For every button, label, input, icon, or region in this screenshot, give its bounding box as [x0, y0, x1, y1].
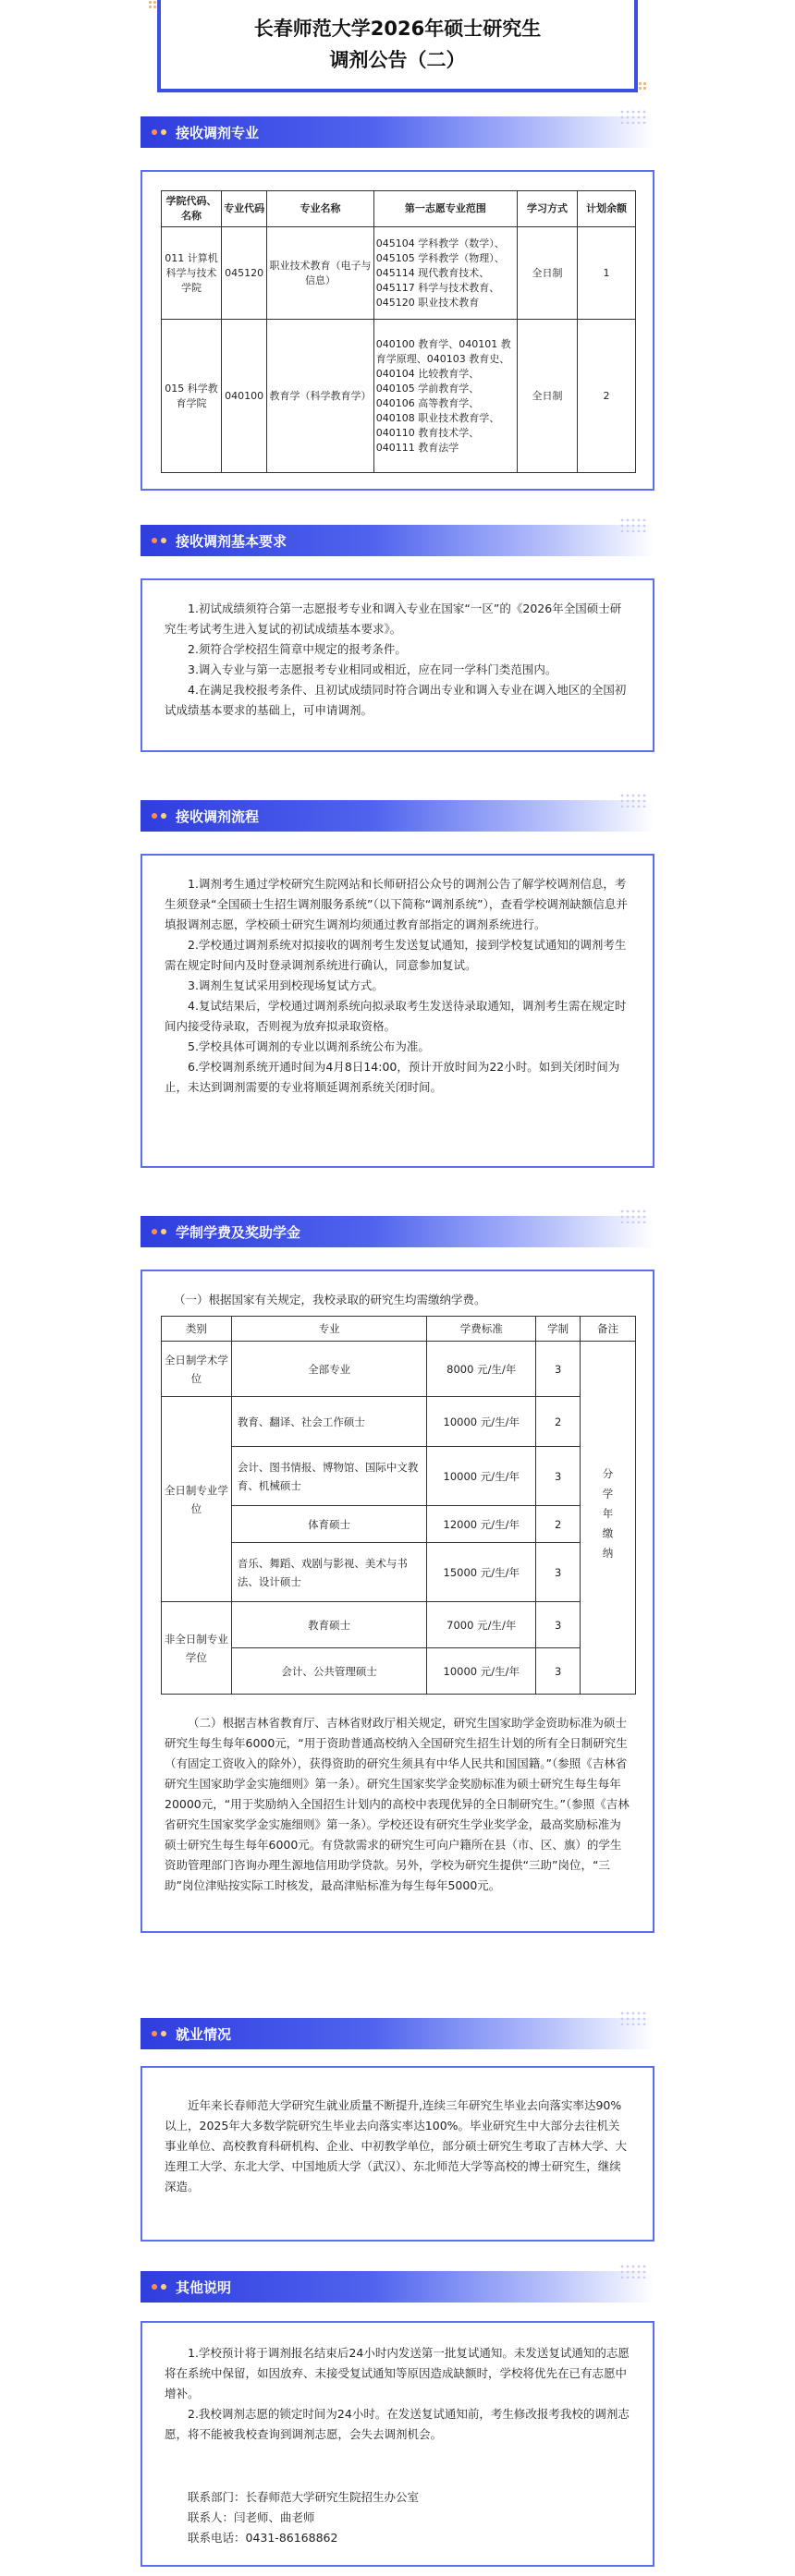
requirements-box — [141, 578, 654, 752]
table-row — [162, 1397, 636, 1447]
major-name-cell: 教育学（科学教育学） — [267, 320, 373, 473]
table-header: 类别 — [162, 1317, 232, 1342]
table-header: 学费标准 — [427, 1317, 536, 1342]
section-header-fees — [141, 1216, 654, 1247]
mode-cell: 全日制 — [517, 320, 577, 473]
dots-decoration — [619, 2011, 647, 2025]
process-box — [141, 854, 654, 1168]
contact-phone: 联系电话：0431-86168862 — [188, 2531, 338, 2545]
other-item: 1.学校预计将于调剂报名结束后24小时内发送第一批复试通知。未发送复试通知的志愿将在系统中保留，如因放弃、未接受复试通知等原因造成缺额时，学校将优先在已有志愿中增补。 — [165, 2346, 630, 2400]
process-item: 4.复试结果后，学校通过调剂系统向拟录取考生发送待录取通知，调剂考生需在规定时间内接受待录取，否则视为放弃拟录取资格。 — [165, 999, 627, 1033]
category-cell: 全日制专业学位 — [162, 1397, 232, 1602]
table-header: 学院代码、名称 — [162, 191, 222, 227]
fee-cell: 7000 元/生/年 — [427, 1602, 536, 1648]
years-cell: 3 — [536, 1543, 581, 1602]
table-row — [162, 1506, 636, 1543]
table-row — [162, 320, 636, 473]
corner-dots-left — [148, 0, 157, 9]
dots-decoration — [619, 517, 647, 532]
remark-text: 分学年缴纳 — [601, 1467, 615, 1568]
quota-cell: 1 — [578, 227, 636, 320]
table-row — [162, 1648, 636, 1695]
process-text — [165, 874, 630, 1098]
scholarship-paragraph: （二）根据吉林省教育厅、吉林省财政厅相关规定，研究生国家助学金资助标准为硕士研究生每生每年6000元，“用于资助普通高校纳入全国研究生招生计划的所有全日制研究生（有固定工资收入的除外），获得资助的研究生须具有中华人民共和国国籍。”（参照《吉林省研究生国家助学金实施细则》第一条）。研究生国家奖学金奖励标准为硕士研究生每生每年20000元，“用于奖励纳入全国招生计划内的高校中表现优异的全日制研究生。”（参照《吉林省研究生国家奖学金实施细则》第一条）。学校还设有研究生学业奖学金，最高奖励标准为硕士研究生每生每年6000元。有贷款需求的研究生可向户籍所在县（市、区、旗）的学生资助管理部门咨询办理生源地信用助学贷款。另外，学校为研究生提供“三助”岗位，“三助”岗位津贴按实际工时核发，最高津贴标准为每生每年5000元。 — [165, 1716, 630, 1892]
table-row — [162, 1602, 636, 1648]
process-item: 2.学校通过调剂系统对拟接收的调剂考生发送复试通知，接到学校复试通知的调剂考生需在规定时间内及时登录调剂系统进行确认，同意参加复试。 — [165, 938, 627, 972]
quota-cell: 2 — [578, 320, 636, 473]
section-title: 接收调剂基本要求 — [176, 532, 287, 550]
years-cell: 2 — [536, 1506, 581, 1543]
requirements-text — [165, 599, 630, 721]
table-header: 专业代码 — [222, 191, 267, 227]
bullet-dots-icon — [152, 1229, 166, 1234]
employment-text — [165, 2096, 630, 2197]
table-header: 备注 — [581, 1317, 636, 1342]
contact-block — [165, 2487, 630, 2548]
table-header: 学制 — [536, 1317, 581, 1342]
requirement-item: 2.须符合学校招生简章中规定的报考条件。 — [188, 642, 407, 656]
page-title-line1: 长春师范大学2026年硕士研究生 — [253, 18, 542, 40]
category-cell: 全日制学术学位 — [162, 1342, 232, 1397]
fee-cell: 8000 元/生/年 — [427, 1342, 536, 1397]
table-row — [162, 1447, 636, 1506]
fee-cell: 12000 元/生/年 — [427, 1506, 536, 1543]
section-title: 其他说明 — [176, 2278, 232, 2296]
bullet-dots-icon — [152, 2031, 166, 2036]
bullet-dots-icon — [152, 2284, 166, 2290]
fee-major-cell: 全部专业 — [231, 1342, 427, 1397]
section-header-other — [141, 2271, 654, 2303]
bullet-dots-icon — [152, 813, 166, 819]
table-row — [162, 1342, 636, 1397]
fees-table — [161, 1316, 636, 1695]
section-header-requirements — [141, 525, 654, 556]
table-header: 计划余额 — [578, 191, 636, 227]
dots-decoration — [619, 1209, 647, 1223]
majors-table — [161, 190, 636, 473]
dots-decoration — [619, 793, 647, 808]
section-header-process — [141, 800, 654, 832]
employment-box — [141, 2066, 654, 2242]
college-cell: 011 计算机科学与技术学院 — [162, 227, 222, 320]
mode-cell: 全日制 — [517, 227, 577, 320]
years-cell: 3 — [536, 1602, 581, 1648]
table-header: 专业 — [231, 1317, 427, 1342]
requirement-item: 4.在满足我校报考条件、且初试成绩同时符合调出专业和调入专业在调入地区的全国初试成绩基本要求的基础上，可申请调剂。 — [165, 683, 627, 717]
years-cell: 3 — [536, 1342, 581, 1397]
requirement-item: 1.初试成绩须符合第一志愿报考专业和调入专业在国家“一区”的《2026年全国硕士研究生考试考生进入复试的初试成绩基本要求》。 — [165, 601, 622, 636]
category-cell: 非全日制专业学位 — [162, 1602, 232, 1695]
remark-cell — [581, 1342, 636, 1695]
fee-cell: 10000 元/生/年 — [427, 1447, 536, 1506]
years-cell: 3 — [536, 1447, 581, 1506]
fee-major-cell: 体育硕士 — [231, 1506, 427, 1543]
majors-box — [141, 170, 654, 491]
fees-intro: （一）根据国家有关规定，我校录取的研究生均需缴纳学费。 — [174, 1293, 486, 1306]
contact-dept: 联系部门：长春师范大学研究生院招生办公室 — [188, 2490, 420, 2504]
page-title-line2: 调剂公告（二） — [329, 49, 466, 71]
bullet-dots-icon — [152, 538, 166, 543]
table-header: 第一志愿专业范围 — [373, 191, 517, 227]
table-row — [162, 1543, 636, 1602]
fee-cell: 10000 元/生/年 — [427, 1648, 536, 1695]
title-box — [157, 0, 638, 92]
other-box — [141, 2321, 654, 2567]
fee-cell: 15000 元/生/年 — [427, 1543, 536, 1602]
fee-major-cell: 会计、公共管理硕士 — [231, 1648, 427, 1695]
table-header: 专业名称 — [267, 191, 373, 227]
college-cell: 015 科学教育学院 — [162, 320, 222, 473]
section-header-majors — [141, 116, 654, 148]
requirement-item: 3.调入专业与第一志愿报考专业相同或相近，应在同一学科门类范围内。 — [188, 662, 557, 676]
dots-decoration — [619, 2264, 647, 2278]
contact-person: 联系人：闫老师、曲老师 — [188, 2510, 315, 2524]
fees-box — [141, 1270, 654, 1933]
scope-cell: 045104 学科教学（数学）、045105 学科教学（物理）、045114 现代教育技术、045117 科学与技术教育、045120 职业技术教育 — [373, 227, 517, 320]
dots-decoration — [619, 109, 647, 124]
section-title: 接收调剂流程 — [176, 808, 260, 825]
section-title: 学制学费及奖助学金 — [176, 1223, 301, 1241]
other-text — [165, 2343, 630, 2445]
fee-cell: 10000 元/生/年 — [427, 1397, 536, 1447]
bullet-dots-icon — [152, 129, 166, 135]
section-header-employment — [141, 2018, 654, 2049]
table-row — [162, 227, 636, 320]
code-cell: 045120 — [222, 227, 267, 320]
table-header: 学习方式 — [517, 191, 577, 227]
fee-major-cell: 会计、图书情报、博物馆、国际中文教育、机械硕士 — [231, 1447, 427, 1506]
other-item: 2.我校调剂志愿的锁定时间为24小时。在发送复试通知前，考生修改报考我校的调剂志愿，将不能被我校查询到调剂志愿，会失去调剂机会。 — [165, 2407, 630, 2441]
code-cell: 040100 — [222, 320, 267, 473]
section-title: 就业情况 — [176, 2025, 232, 2043]
process-item: 3.调剂生复试采用到校现场复试方式。 — [188, 978, 384, 992]
years-cell: 2 — [536, 1397, 581, 1447]
fee-major-cell: 教育、翻译、社会工作硕士 — [231, 1397, 427, 1447]
process-item: 6.学校调剂系统开通时间为4月8日14:00，预计开放时间为22小时。如到关闭时间为止，未达到调剂需要的专业将顺延调剂系统关闭时间。 — [165, 1060, 620, 1094]
section-title: 接收调剂专业 — [176, 124, 260, 141]
fee-major-cell: 教育硕士 — [231, 1602, 427, 1648]
process-item: 1.调剂考生通过学校研究生院网站和长师研招公众号的调剂公告了解学校调剂信息，考生须登录“全国硕士生招生调剂服务系统”（以下简称“调剂系统”），查看学校调剂缺额信息并填报调剂志愿，学校硕士研究生调剂均须通过教育部指定的调剂系统进行。 — [165, 877, 628, 931]
scope-cell: 040100 教育学、040101 教育学原理、040103 教育史、040104 比较教育学、040105 学前教育学、040106 高等教育学、040108 职业技术教育学、040110 教育技术学、040111 教育法学 — [373, 320, 517, 473]
process-item: 5.学校具体可调剂的专业以调剂系统公布为准。 — [188, 1039, 430, 1053]
years-cell: 3 — [536, 1648, 581, 1695]
major-name-cell: 职业技术教育（电子与信息） — [267, 227, 373, 320]
scholarship-text — [165, 1713, 630, 1896]
corner-dots-right — [638, 81, 647, 91]
fee-major-cell: 音乐、舞蹈、戏剧与影视、美术与书法、设计硕士 — [231, 1543, 427, 1602]
employment-paragraph: 近年来长春师范大学研究生就业质量不断提升,连续三年研究生毕业去向落实率达90%以上，2025年大多数学院研究生毕业去向落实率达100%。毕业研究生中大部分去往机关事业单位、高校教育科研机构、企业、中初教学单位，部分硕士研究生考取了吉林大学、大连理工大学、东北大学、中国地质大学（武汉）、东北师范大学等高校的博士研究生，继续深造。 — [165, 2098, 628, 2193]
